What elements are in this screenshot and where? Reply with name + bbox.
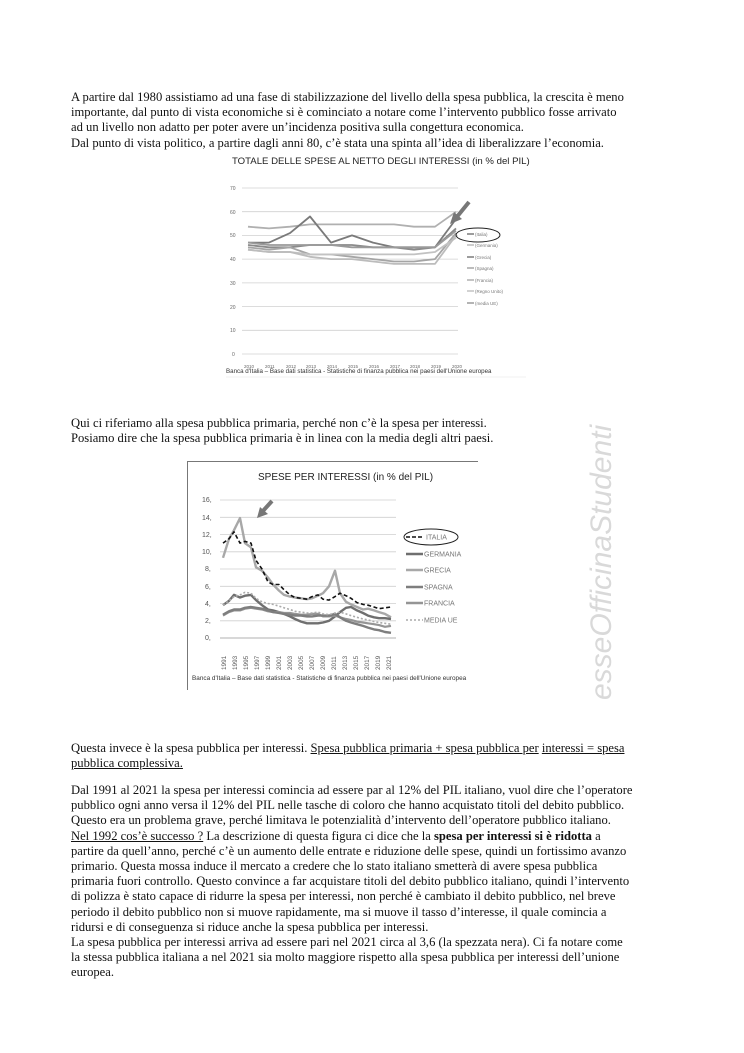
svg-text:20: 20 [230, 305, 236, 311]
text-line: Questo era un problema grave, perché limitava le potenzialità d’intervento dell’operatore pubblico italiano. [71, 813, 611, 828]
svg-text:8,: 8, [205, 566, 211, 573]
svg-text:GRECIA: GRECIA [424, 567, 451, 575]
svg-text:2011: 2011 [331, 656, 338, 670]
interest-spending-paragraph [71, 741, 675, 771]
arrow-icon [257, 501, 272, 518]
svg-text:GERMANIA: GERMANIA [424, 551, 462, 559]
svg-text:2013: 2013 [342, 655, 349, 670]
text-line: Dal 1991 al 2021 la spesa per interessi comincia ad essere par al 12% del PIL italiano, vuol dire che l’operatore [71, 783, 633, 797]
text-line: primaria fuori controllo. Questo convince a far acquistare titoli del debito pubblico italiano, quindi l’intervento [71, 874, 630, 889]
svg-text:70: 70 [230, 186, 236, 192]
svg-text:14,: 14, [202, 515, 212, 522]
text-span: a [591, 828, 601, 843]
svg-text:2020: 2020 [452, 364, 463, 369]
text-line: Posiamo dire che la spesa pubblica primaria è in linea con la media degli altri paesi. [71, 431, 494, 446]
svg-text:0: 0 [232, 352, 235, 358]
chart-source: Banca d'Italia – Base dati statistica - Statistiche di finanza pubblica nei paesi dell'Unione europea [226, 368, 492, 375]
underlined-question: Nel 1992 cos’è successo ? [71, 828, 204, 843]
svg-text:(Regno Unito): (Regno Unito) [475, 289, 504, 294]
text-line: A partire dal 1980 assistiamo ad una fase di stabilizzazione del livello della spesa pubblica, la crescita è meno [71, 90, 624, 104]
svg-text:16,: 16, [202, 497, 212, 504]
line-chart-plot [188, 462, 478, 670]
bold-text: spesa per interessi si è ridotta [433, 828, 592, 843]
underlined-text: pubblica complessiva. [71, 756, 183, 771]
text-line: importante, dal punto di vista economiche si è cominciato a notare come l’intervento pubblico fosse arrivato [71, 105, 617, 120]
underlined-text: interessi = spesa [541, 741, 625, 755]
chart-source: Banca d'Italia – Base dati statistica - Statistiche di finanza pubblica nei paesi dell'Unione europea [192, 675, 467, 682]
svg-text:(Germania): (Germania) [475, 243, 498, 248]
underlined-text: Spesa pubblica primaria + spesa pubblica per [310, 741, 539, 755]
svg-text:(Italia): (Italia) [475, 232, 488, 237]
svg-text:FRANCIA: FRANCIA [424, 600, 455, 608]
svg-text:40: 40 [230, 257, 236, 263]
svg-text:2014: 2014 [327, 364, 338, 369]
svg-text:(media UE): (media UE) [475, 301, 498, 306]
svg-text:MEDIA UE: MEDIA UE [424, 617, 458, 625]
svg-text:2005: 2005 [298, 655, 305, 670]
svg-text:4,: 4, [205, 601, 211, 608]
svg-text:ITALIA: ITALIA [426, 534, 447, 542]
svg-text:2016: 2016 [369, 364, 380, 369]
chart-title: SPESE PER INTERESSI (in % del PIL) [258, 472, 434, 483]
svg-text:60: 60 [230, 210, 236, 216]
svg-text:6,: 6, [205, 584, 211, 591]
text-line: periodo il debito pubblico non si muove rapidamente, ma si muove il tasso d’interesse, il quale comincia a [71, 904, 607, 919]
svg-text:1999: 1999 [265, 655, 272, 670]
svg-text:2017: 2017 [364, 655, 371, 670]
svg-text:1991: 1991 [221, 655, 228, 670]
text-line: europea. [71, 965, 115, 980]
text-line: Qui ci riferiamo alla spesa pubblica primaria, perché non c’è la spesa per interessi. [71, 416, 487, 430]
svg-text:(Grecia): (Grecia) [475, 255, 492, 260]
svg-text:2019: 2019 [431, 364, 442, 369]
text-span: La descrizione di questa figura ci dice che la [203, 828, 434, 843]
svg-text:2015: 2015 [348, 364, 359, 369]
text-line: la stessa pubblica italiana a nel 2021 sia molto maggiore rispetto alla spesa pubblica per interessi dell’unione [71, 950, 620, 965]
svg-text:30: 30 [230, 281, 236, 287]
intro-paragraph [71, 90, 675, 151]
text-line: ad un livello non adatto per poter avere un’incidenza positiva sulla congettura economica. [71, 120, 524, 135]
svg-text:2015: 2015 [353, 655, 360, 670]
svg-text:0,: 0, [205, 635, 211, 642]
svg-text:2018: 2018 [410, 364, 421, 369]
text-span: Questa invece è la spesa pubblica per interessi. [71, 741, 311, 755]
line-chart-plot [226, 172, 526, 382]
watermark: esseOfficinaStudenti [585, 424, 618, 700]
svg-text:2003: 2003 [287, 655, 294, 670]
svg-text:10: 10 [230, 328, 236, 334]
primary-spending-chart [226, 152, 530, 382]
chart-title: TOTALE DELLE SPESE AL NETTO DEGLI INTERESSI (in % del PIL) [232, 156, 530, 167]
svg-text:1995: 1995 [243, 655, 250, 670]
text-line: primario. Questa mossa induce il mercato a credere che lo stato italiano smetterà di avere spesa pubblica [71, 859, 598, 874]
svg-text:10,: 10, [202, 549, 212, 556]
analysis-paragraph [71, 783, 675, 981]
svg-text:2012: 2012 [286, 364, 297, 369]
text-line: La spesa pubblica per interessi arriva ad essere pari nel 2021 circa al 3,6 (la spezzata nera). Ci fa notare come [71, 935, 623, 950]
text-line: Dal punto di vista politico, a partire dagli anni 80, c’è stata una spinta all’idea di liberalizzare l’economia. [71, 135, 604, 150]
svg-text:2017: 2017 [390, 364, 401, 369]
text-line: pubblico ogni anno versa il 12% del PIL nelle tasche di coloro che hanno acquistato titoli del debito pubblico. [71, 798, 625, 813]
svg-text:1993: 1993 [232, 655, 239, 670]
text-line: ridursi e di conseguenza si riduce anche la spesa pubblica per interessi. [71, 919, 429, 934]
svg-text:2010: 2010 [244, 364, 255, 369]
svg-text:12,: 12, [202, 532, 212, 539]
svg-text:2,: 2, [205, 618, 211, 625]
svg-text:2009: 2009 [320, 655, 327, 670]
svg-text:50: 50 [230, 233, 236, 239]
svg-text:2007: 2007 [309, 655, 316, 670]
svg-text:2011: 2011 [265, 364, 275, 369]
svg-text:2019: 2019 [375, 655, 382, 670]
svg-text:SPAGNA: SPAGNA [424, 584, 453, 592]
text-line: di polizza è stato capace di ridurre la spesa per interessi, non perché è cambiato il debito pubblico, nel breve [71, 889, 616, 904]
svg-text:1997: 1997 [254, 655, 261, 670]
svg-text:2021: 2021 [386, 655, 393, 670]
svg-text:(Francia): (Francia) [475, 278, 494, 283]
svg-text:2001: 2001 [276, 655, 283, 670]
svg-text:(Spagna): (Spagna) [475, 266, 494, 271]
text-line: partire da quell’anno, perché c’è un aumento delle entrate e riduzione delle spese, quindi un fortissimo avanzo [71, 843, 627, 858]
interest-spending-chart [187, 461, 478, 690]
svg-text:2013: 2013 [306, 364, 317, 369]
